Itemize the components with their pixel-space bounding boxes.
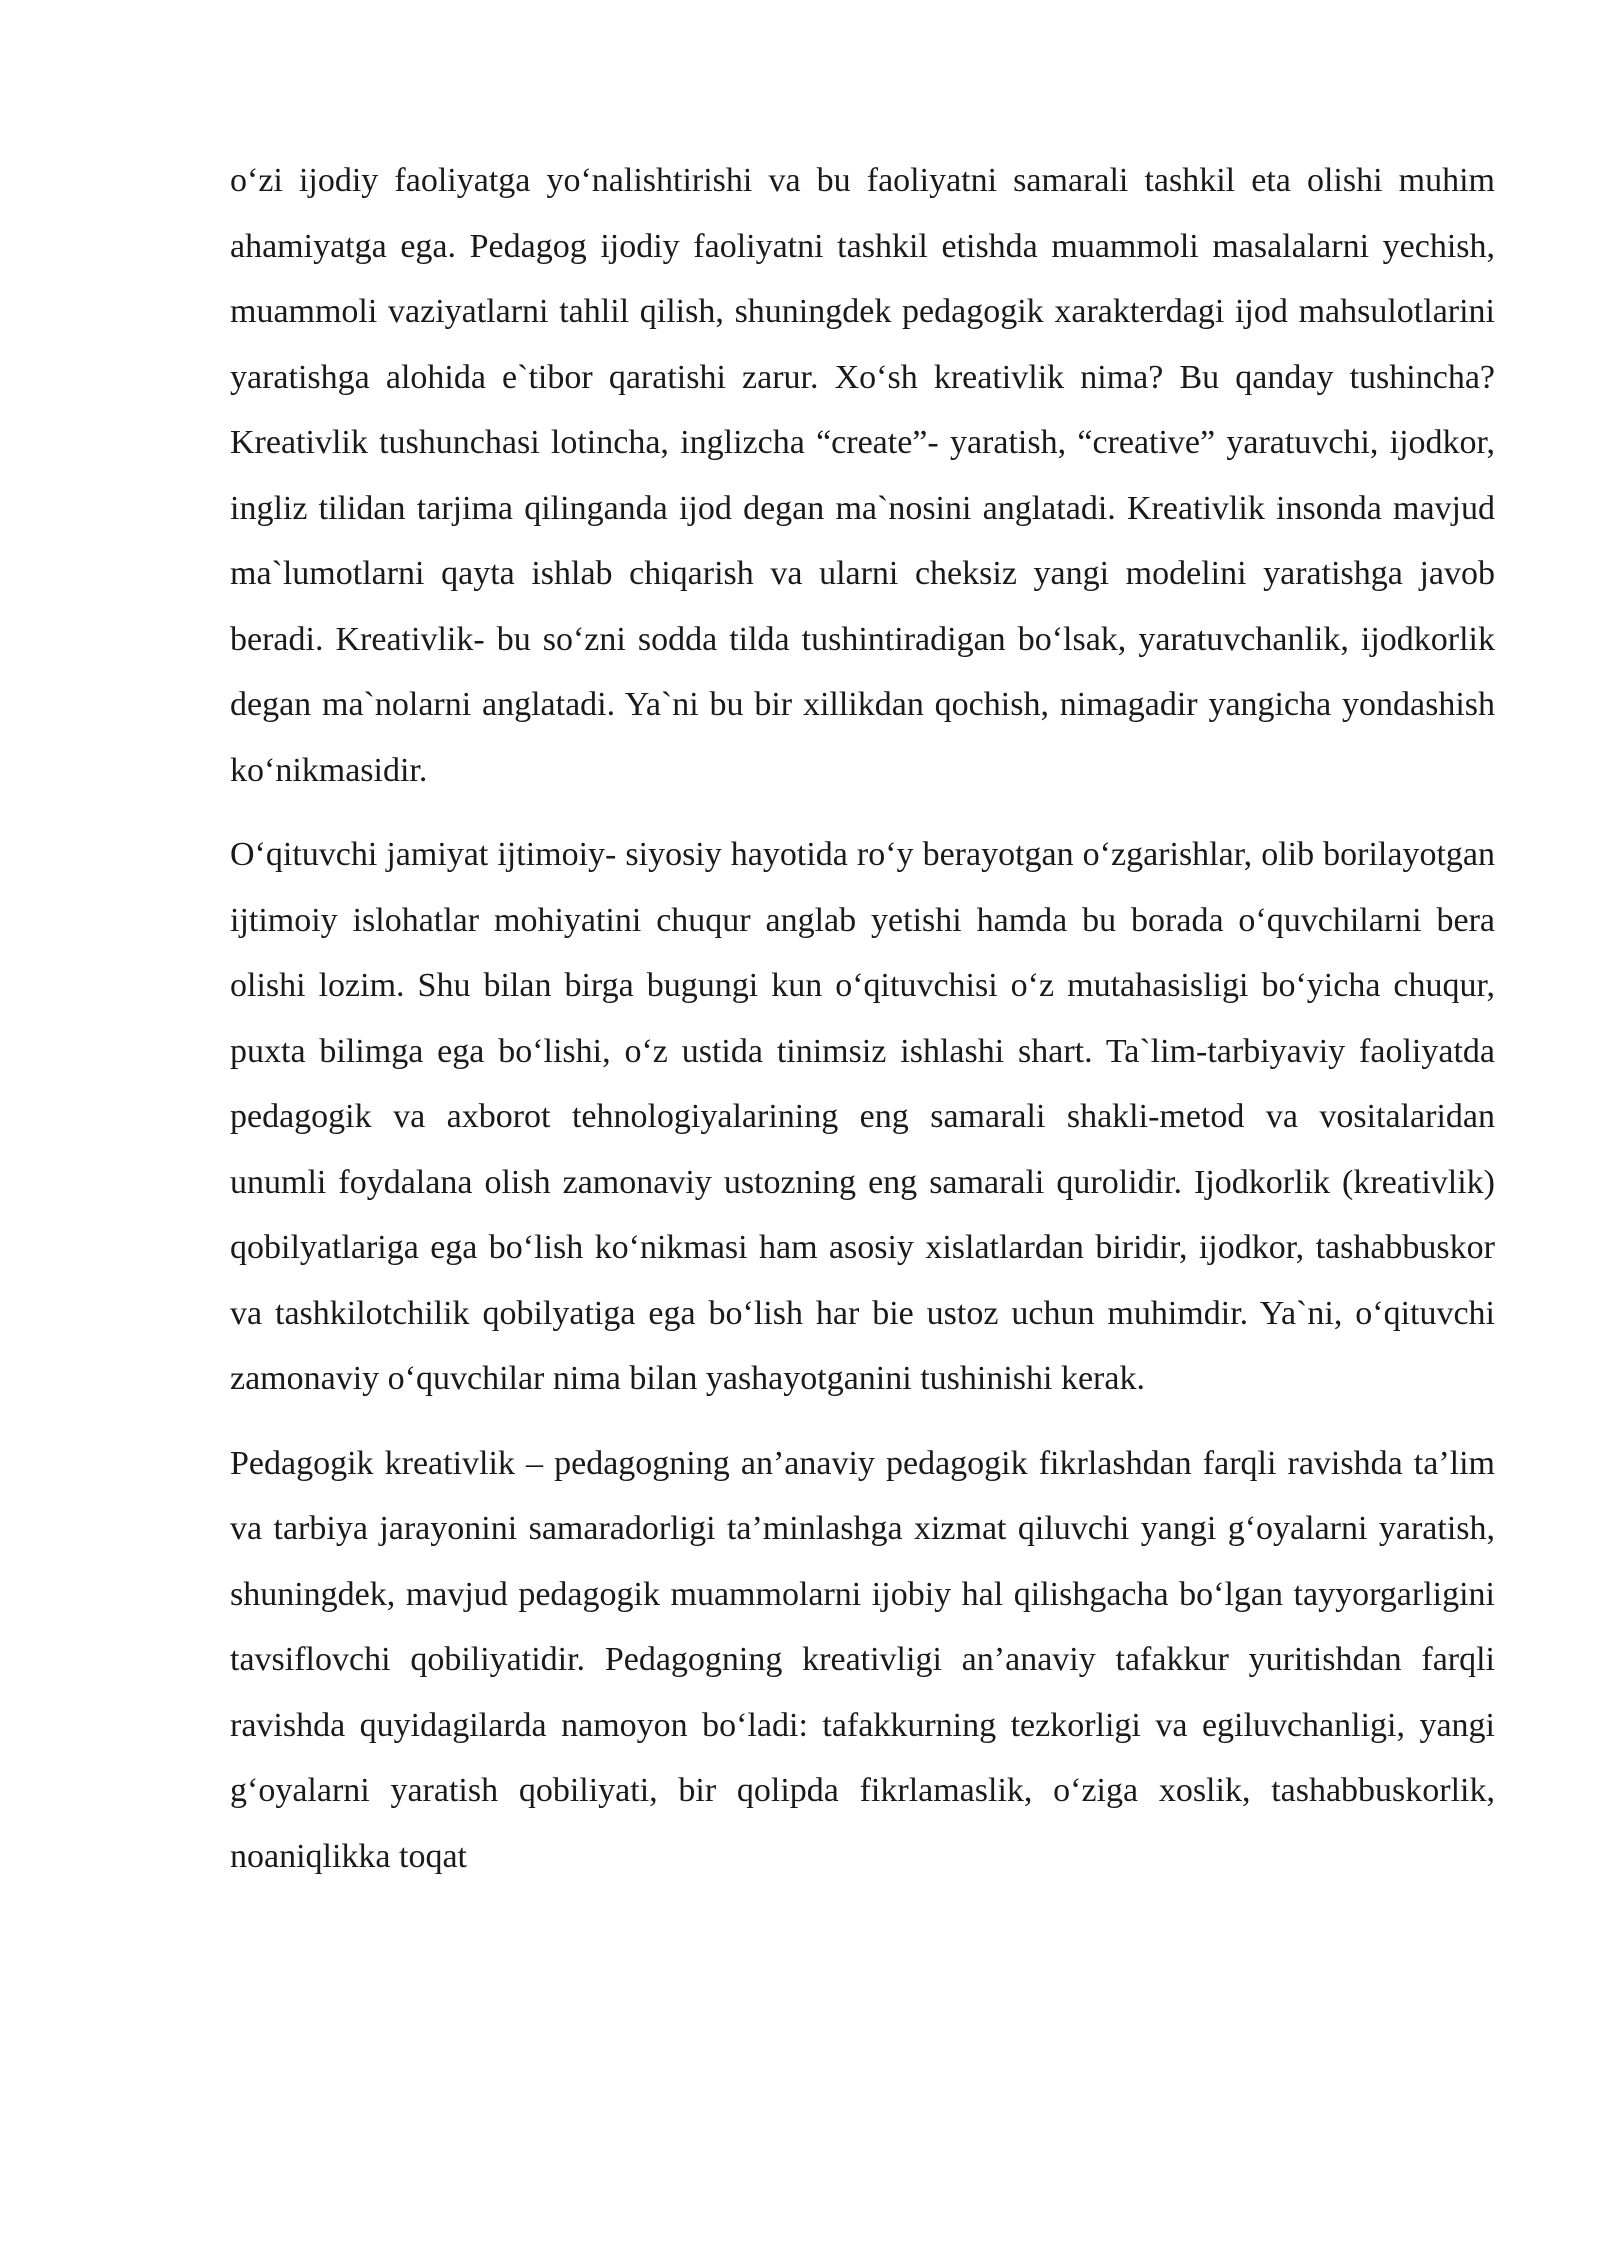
paragraph-2: O‘qituvchi jamiyat ijtimoiy- siyosiy hayotida ro‘y berayotgan o‘zgarishlar, olib borilayotgan ijtimoiy islohatlar mohiyatini chuqur anglab yetishi hamda bu borada o‘quvchilarni bera olishi lozim. Shu bilan birga bugungi kun o‘qituvchisi o‘z mutahasisligi bo‘yicha chuqur, puxta bilimga ega bo‘lishi, o‘z ustida tinimsiz ishlashi shart. Ta`lim-tarbiyaviy faoliyatda pedagogik va axborot tehnologiyalarining eng samarali shakli-metod va vositalaridan unumli foydalana olish zamonaviy ustozning eng samarali qurolidir. Ijodkorlik (kreativlik) qobilyatlariga ega bo‘lish ko‘nikmasi ham asosiy xislatlardan biridir, ijodkor, tashabbuskor va tashkilotchilik qobilyatiga ega bo‘lish har bie ustoz uchun muhimdir. Ya`ni, o‘qituvchi zamonaviy o‘quvchilar nima bilan yashayotganini tushinishi kerak. <box>230 836 1495 1397</box>
body-text <box>230 148 1495 1889</box>
paragraph-1: o‘zi ijodiy faoliyatga yo‘nalishtirishi va bu faoliyatni samarali tashkil eta olishi muhim ahamiyatga ega. Pedagog ijodiy faoliyatni tashkil etishda muammoli masalalarni yechish, muammoli vaziyatlarni tahlil qilish, shuningdek pedagogik xarakterdagi ijod mahsulotlarini yaratishga alohida e`tibor qaratishi zarur. Xo‘sh kreativlik nima? Bu qanday tushincha? Kreativlik tushunchasi lotincha, inglizcha “create”- yaratish, “creative” yaratuvchi, ijodkor, ingliz tilidan tarjima qilinganda ijod degan ma`nosini anglatadi. Kreativlik insonda mavjud ma`lumotlarni qayta ishlab chiqarish va ularni cheksiz yangi modelini yaratishga javob beradi. Kreativlik- bu so‘zni sodda tilda tushintiradigan bo‘lsak, yaratuvchanlik, ijodkorlik degan ma`nolarni anglatadi. Ya`ni bu bir xillikdan qochish, nimagadir yangicha yondashish ko‘nikmasidir. <box>230 162 1495 789</box>
paragraph-3: Pedagogik kreativlik – pedagogning an’anaviy pedagogik fikrlashdan farqli ravishda ta’lim va tarbiya jarayonini samaradorligi ta’minlashga xizmat qiluvchi yangi g‘oyalarni yaratish, shuningdek, mavjud pedagogik muammolarni ijobiy hal qilishgacha bo‘lgan tayyorgarligini tavsiflovchi qobiliyatidir. Pedagogning kreativligi an’anaviy tafakkur yuritishdan farqli ravishda quyidagilarda namoyon bo‘ladi: tafakkurning tezkorligi va egiluvchanligi, yangi g‘oyalarni yaratish qobiliyati, bir qolipda fikrlamaslik, o‘ziga xoslik, tashabbuskorlik, noaniqlikka toqat <box>230 1444 1495 1875</box>
